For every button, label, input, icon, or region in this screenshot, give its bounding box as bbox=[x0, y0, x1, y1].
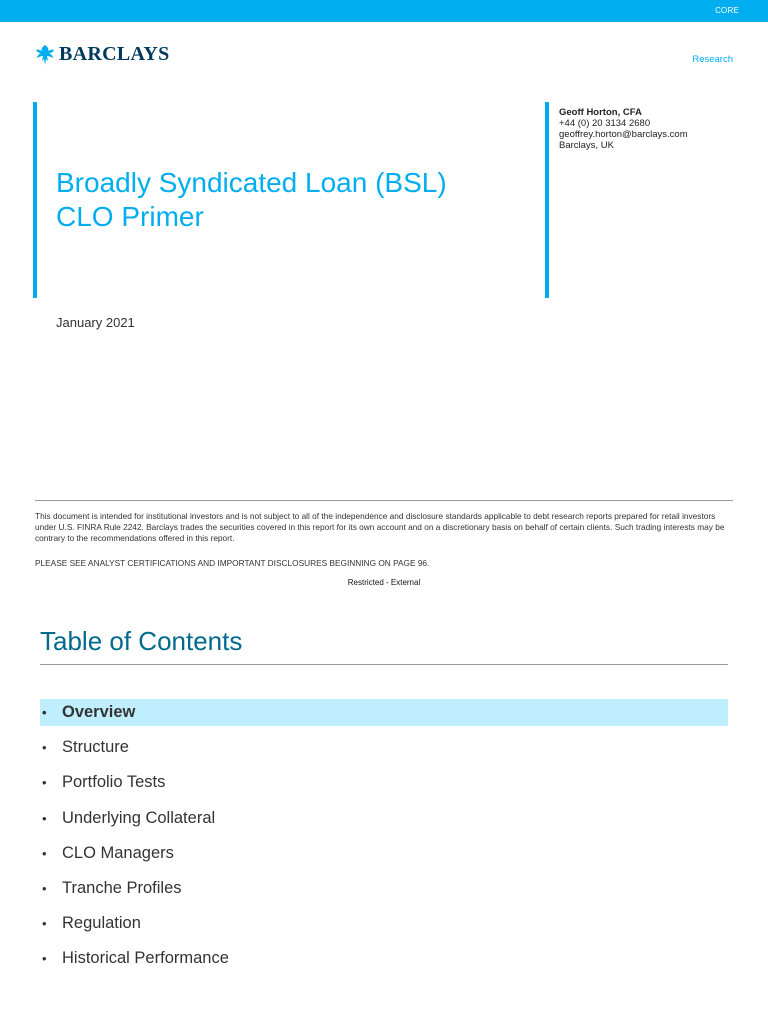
toc-item-structure[interactable] bbox=[40, 734, 728, 761]
toc-item-label: Regulation bbox=[62, 914, 141, 933]
toc-item-regulation[interactable] bbox=[40, 910, 728, 937]
toc-item-overview[interactable] bbox=[40, 699, 728, 726]
divider bbox=[35, 500, 733, 501]
top-bar bbox=[0, 0, 768, 22]
toc-heading: Table of Contents bbox=[40, 626, 243, 656]
toc-item-label: Underlying Collateral bbox=[62, 808, 216, 827]
toc-item-underlying-collateral[interactable] bbox=[40, 805, 728, 832]
accent-bar-right bbox=[545, 102, 549, 298]
author-name: Geoff Horton, CFA bbox=[559, 107, 642, 118]
toc-item-label: Historical Performance bbox=[62, 949, 229, 968]
bullet-icon: • bbox=[42, 951, 47, 967]
report-date: January 2021 bbox=[56, 315, 135, 330]
bullet-icon: • bbox=[42, 705, 47, 720]
toc-item-label: Tranche Profiles bbox=[62, 878, 182, 897]
accent-bar-left bbox=[33, 102, 37, 298]
bullet-icon: • bbox=[42, 880, 47, 896]
toc-list bbox=[40, 699, 728, 981]
toc-item-label: Portfolio Tests bbox=[62, 773, 166, 792]
restricted-label: Restricted - External bbox=[347, 578, 421, 587]
bullet-icon: • bbox=[42, 916, 47, 932]
eagle-icon bbox=[35, 44, 55, 66]
toc-item-label: Overview bbox=[62, 703, 136, 721]
author-email[interactable]: geoffrey.horton@barclays.com bbox=[559, 129, 688, 140]
toc-item-tranche-profiles[interactable] bbox=[40, 875, 728, 902]
classification-label: CORE bbox=[715, 6, 739, 15]
bullet-icon: • bbox=[42, 775, 47, 791]
toc-divider bbox=[40, 664, 728, 665]
report-title bbox=[56, 166, 526, 234]
disclosure-notice: PLEASE SEE ANALYST CERTIFICATIONS AND IMPORTANT DISCLOSURES BEGINNING ON PAGE 96. bbox=[35, 558, 430, 568]
bullet-icon: • bbox=[42, 740, 47, 756]
disclaimer-text: This document is intended for institutional investors and is not subject to all of the independence and disclosure standards applicable to debt research reports prepared for retail investors under U.S. FINRA Rule 2242. Barclays trades the securities covered in this report for its own account and on a discretionary basis on behalf of certain clients. Such trading interests may be contrary to the recommendations offered in this report. bbox=[35, 511, 725, 543]
author-location: Barclays, UK bbox=[559, 140, 614, 151]
toc-item-clo-managers[interactable] bbox=[40, 840, 728, 867]
author-block bbox=[559, 107, 688, 151]
author-phone: +44 (0) 20 3134 2680 bbox=[559, 118, 651, 129]
bullet-icon: • bbox=[42, 810, 47, 826]
toc-item-label: CLO Managers bbox=[62, 843, 174, 862]
bullet-icon: • bbox=[42, 845, 47, 861]
barclays-logo bbox=[35, 43, 170, 66]
report-title-line-2: CLO Primer bbox=[56, 201, 204, 232]
toc-item-label: Structure bbox=[62, 738, 129, 757]
toc-item-portfolio-tests[interactable] bbox=[40, 769, 728, 796]
toc-item-historical-performance[interactable] bbox=[40, 945, 728, 972]
research-link[interactable]: Research bbox=[692, 54, 733, 65]
report-title-line-1: Broadly Syndicated Loan (BSL) bbox=[56, 167, 447, 198]
brand-wordmark: BARCLAYS bbox=[59, 43, 170, 65]
